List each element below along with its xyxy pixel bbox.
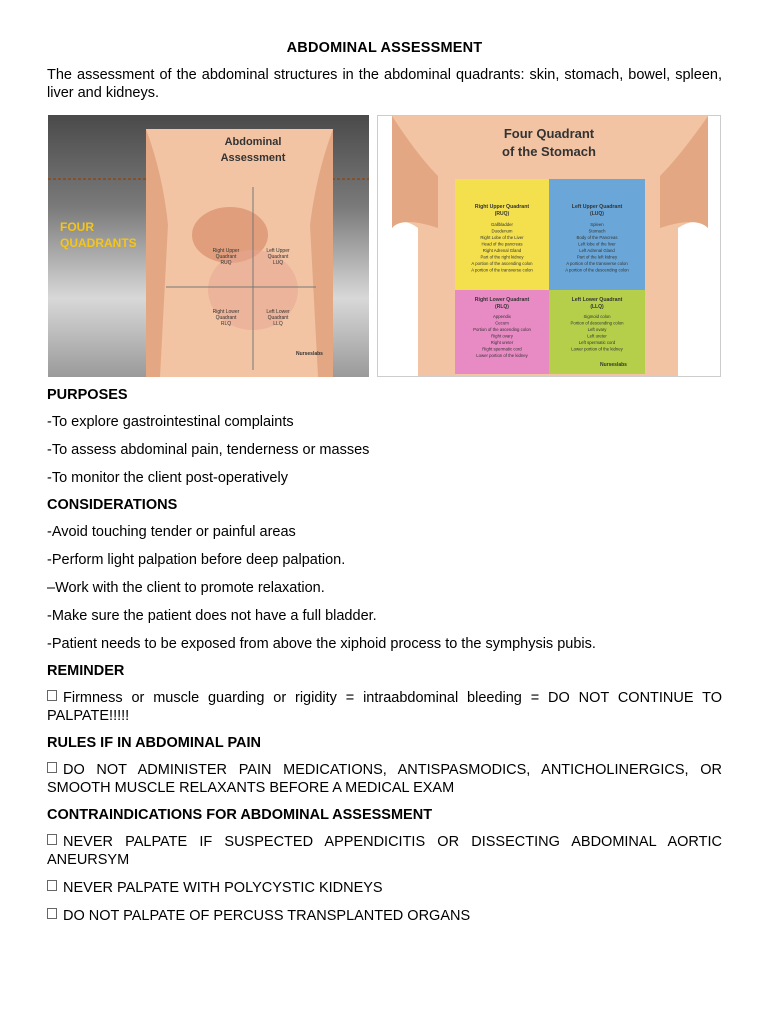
fig-right-title-1: Four Quadrant (503, 126, 595, 141)
bullet-icon (47, 880, 57, 891)
quadrant-organ-label: Duodenum (491, 228, 513, 234)
fig-left-luq-3: LUQ (272, 260, 284, 266)
quadrant-organ-label: Part of the right kidney (480, 254, 524, 260)
abdominal-assessment-image (48, 115, 369, 377)
fig-left-llq-2: Quadrant (267, 315, 289, 321)
fig-left-logo: Nurseslabs (296, 351, 323, 357)
rules-heading: RULES IF IN ABDOMINAL PAIN (47, 735, 262, 751)
llq-abbr: (LLQ) (590, 304, 604, 310)
fig-left-ruq-1: Right Upper (212, 248, 240, 254)
quadrant-organ-label: Appendix (493, 314, 511, 319)
consideration-item: –Work with the client to promote relaxation. (47, 580, 325, 596)
contraindication-item: NEVER PALPATE WITH POLYCYSTIC KIDNEYS (47, 879, 722, 897)
bullet-icon (47, 908, 57, 919)
quadrant-organ-label: Right ureter (490, 340, 514, 345)
quadrant-organ-label: Left lobe of the liver (578, 241, 616, 247)
quadrant-organ-label: A portion of the ascending colon (471, 261, 533, 266)
consideration-item: -Avoid touching tender or painful areas (47, 524, 296, 540)
quadrant-organ-label: Body of the Pancreas (576, 235, 618, 240)
quadrant-organ-label: Left spermatic cord (578, 340, 616, 345)
quadrant-organ-label: Right spermatic cord (482, 346, 522, 352)
considerations-heading: CONSIDERATIONS (47, 497, 178, 513)
quadrant-organ-label: Left Adrenal Gland (579, 248, 615, 253)
intro-paragraph: The assessment of the abdominal structures in the abdominal quadrants: skin, stomach, bowel, spleen, liver and kidneys. (47, 67, 722, 101)
quadrant-organ-label: A portion of the transverse colon (566, 261, 628, 266)
purpose-item: -To monitor the client post-operatively (47, 470, 288, 486)
rlq-title: Right Lower Quadrant (474, 297, 530, 303)
ruq-title: Right Upper Quadrant (474, 204, 530, 210)
page-title: ABDOMINAL ASSESSMENT (286, 40, 483, 56)
purpose-item: -To assess abdominal pain, tenderness or masses (47, 442, 370, 458)
figures-row (47, 115, 722, 387)
fig-left-side-label-1: FOUR (60, 220, 94, 234)
rlq-abbr: (RLQ) (495, 304, 509, 310)
consideration-item: -Make sure the patient does not have a full bladder. (47, 608, 377, 624)
fig-left-rlq-1: Right Lower (212, 309, 240, 315)
quadrant-organ-label: Left ureter (587, 333, 607, 339)
quadrant-organ-label: A portion of the transverse colon (471, 267, 533, 273)
fig-left-rlq-3: RLQ (220, 321, 232, 327)
bullet-icon (47, 834, 57, 845)
ruq-abbr: (RUQ) (494, 211, 510, 217)
bullet-icon (47, 762, 57, 773)
consideration-item: -Patient needs to be exposed from above the xiphoid process to the symphysis pubis. (47, 636, 596, 652)
quadrant-organ-label: Right ovary (491, 333, 513, 339)
document-page (47, 40, 722, 925)
fig-left-side-label-2: QUADRANTS (60, 236, 137, 250)
quadrant-organ-label: Sigmoid colon (583, 314, 611, 319)
rules-text: DO NOT ADMINISTER PAIN MEDICATIONS, ANTISPASMODICS, ANTICHOLINERGICS, OR SMOOTH MUSCLE RELAXANTS BEFORE A MEDICAL EXAM (47, 762, 722, 796)
reminder-text: Firmness or muscle guarding or rigidity = intraabdominal bleeding = DO NOT CONTINUE TO PALPATE!!!!! (47, 690, 722, 724)
quadrant-organ-label: Right Lobe of the Liver (480, 235, 524, 240)
fig-left-ruq-2: Quadrant (215, 254, 237, 260)
quadrant-organ-label: Spleen (590, 222, 604, 227)
quadrant-organ-label: Head of the pancreas (481, 241, 523, 247)
luq-title: Left Upper Quadrant (571, 204, 623, 210)
fig-right-title-2: of the Stomach (502, 144, 596, 159)
fig-left-llq-3: LLQ (273, 321, 283, 327)
quadrant-organ-label: Stomach (588, 228, 606, 234)
quadrant-organ-label: Lower portion of the kidney (571, 346, 623, 352)
fig-left-title-1: Abdominal (224, 136, 282, 148)
luq-abbr: (LUQ) (590, 211, 604, 217)
fig-left-ruq-3: RUQ (220, 260, 232, 266)
quadrant-organ-label: Portion of descending colon (570, 320, 624, 326)
llq-title: Left Lower Quadrant (571, 297, 623, 303)
quadrant-organ-label: Portion of the ascending colon (473, 327, 531, 332)
purpose-item: -To explore gastrointestinal complaints (47, 414, 294, 430)
reminder-heading: REMINDER (47, 663, 125, 679)
contraindications-heading: CONTRAINDICATIONS FOR ABDOMINAL ASSESSMENT (47, 807, 433, 823)
consideration-item: -Perform light palpation before deep palpation. (47, 552, 346, 568)
four-quadrant-stomach-image (377, 115, 721, 377)
fig-left-rlq-2: Quadrant (215, 315, 237, 321)
fig-left-luq-1: Left Upper (266, 248, 290, 254)
fig-left-luq-2: Quadrant (267, 254, 289, 260)
fig-left-title-2: Assessment (220, 152, 286, 164)
bullet-icon (47, 690, 57, 701)
fig-left-llq-1: Left Lower (266, 309, 290, 315)
purposes-heading: PURPOSES (47, 387, 128, 403)
quadrant-organ-label: Lower portion of the kidney (476, 353, 528, 358)
contraindication-item: DO NOT PALPATE OF PERCUSS TRANSPLANTED ORGANS (47, 907, 722, 925)
quadrant-organ-label: Part of the left kidney (576, 254, 618, 260)
quadrant-organ-label: Gallbladder (491, 222, 513, 227)
quadrant-organ-label: Right Adrenal Gland (482, 248, 522, 253)
fig-right-logo: Nurseslabs (600, 362, 627, 368)
quadrant-organ-label: Left ovary (587, 327, 607, 332)
quadrant-organ-label: A portion of the descending colon (565, 267, 629, 273)
contraindication-item: NEVER PALPATE IF SUSPECTED APPENDICITIS OR DISSECTING ABDOMINAL AORTIC ANEURSYM (47, 834, 722, 868)
quadrant-organ-label: Cecum (495, 320, 509, 326)
